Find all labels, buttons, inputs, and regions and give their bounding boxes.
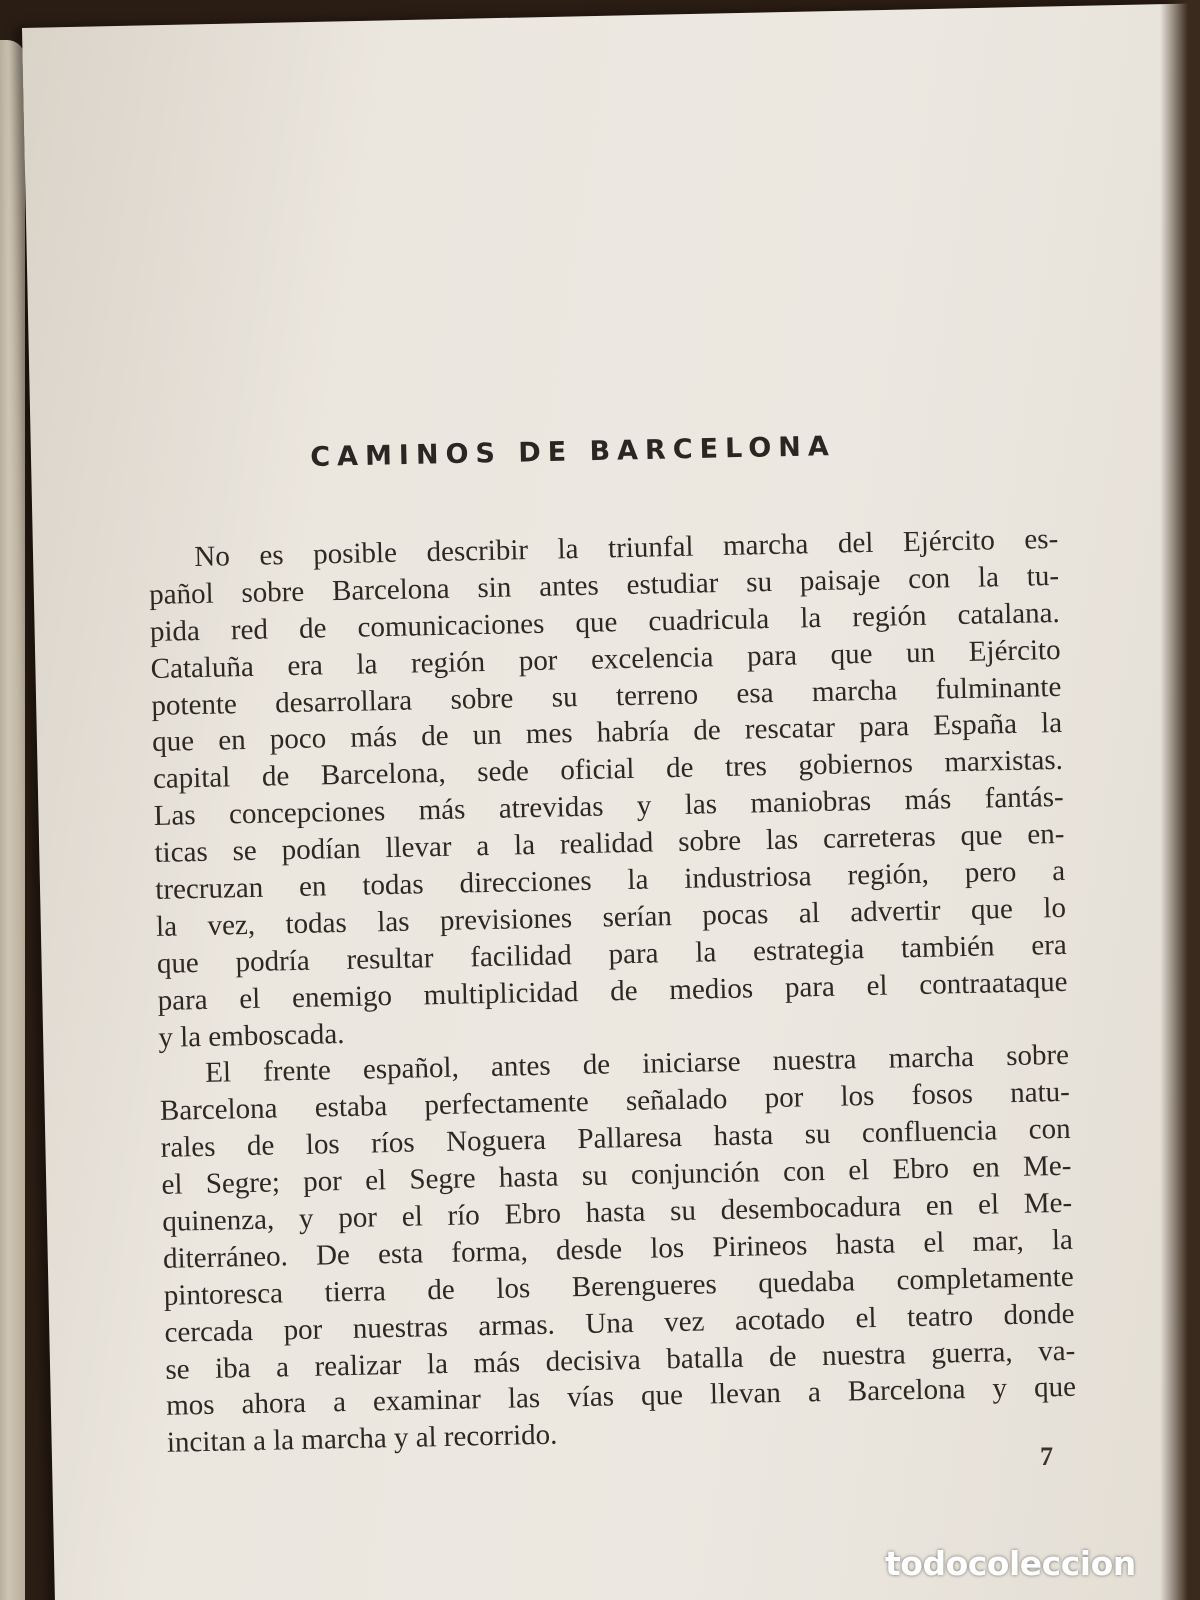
text-line: incitan a la marcha y al recorrido. <box>166 1419 558 1460</box>
paragraph-1 <box>148 521 1069 1056</box>
text-line: pintoresca tierra de los Berengueres quedaba completamente <box>163 1260 1074 1312</box>
text-line: diterráneo. De esta forma, desde los Pirineos hasta el mar, la <box>162 1223 1074 1275</box>
text-line: pida red de comunicaciones que cuadricula la región catalana. <box>149 596 1061 648</box>
text-line: Barcelona estaba perfectamente señalado por los fosos natu- <box>159 1076 1071 1128</box>
text-line: pañol sobre Barcelona sin antes estudiar su paisaje con la tu- <box>148 559 1060 611</box>
chapter-title: CAMINOS DE BARCELONA <box>310 430 837 473</box>
text-line: Cataluña era la región por excelencia para que un Ejército <box>150 633 1061 685</box>
text-line: la vez, todas las previsiones serían pocas al advertir que lo <box>155 891 1067 943</box>
text-line: potente desarrollara sobre su terreno esa marcha fulminante <box>151 670 1062 722</box>
text-line: El frente español, antes de iniciarse nuestra marcha sobre <box>204 1039 1070 1090</box>
text-line: se iba a realizar la más decisiva batalla de nuestra guerra, va- <box>165 1334 1076 1386</box>
text-line: el Segre; por el Segre hasta su conjunción con el Ebro en Me- <box>161 1149 1072 1201</box>
page-shadow-edge <box>1160 0 1200 1600</box>
text-line: para el enemigo multiplicidad de medios para el contraataque <box>157 965 1068 1017</box>
facing-page-edge <box>0 40 25 1600</box>
text-line: Las concepciones más atrevidas y las maniobras más fantás- <box>153 781 1064 833</box>
text-line: y la emboscada. <box>158 1017 345 1054</box>
text-line: ticas se podían llevar a la realidad sobre las carreteras que en- <box>154 818 1065 870</box>
text-line: que podría resultar facilidad para la estrategia también era <box>156 928 1068 980</box>
text-line: mos ahora a examinar las vías que llevan a Barcelona y que <box>165 1371 1077 1423</box>
text-line: trecruzan en todas direcciones la industriosa región, pero a <box>154 854 1066 906</box>
text-line: No es posible describir la triunfal marcha del Ejército es- <box>194 522 1059 574</box>
paragraph-2 <box>159 1037 1077 1462</box>
text-line: capital de Barcelona, sede oficial de tres gobiernos marxistas. <box>152 744 1064 796</box>
body-text <box>148 521 1077 1462</box>
text-line: que en poco más de un mes habría de rescatar para España la <box>151 707 1063 759</box>
text-line: rales de los ríos Noguera Pallaresa hasta su confluencia con <box>160 1113 1071 1165</box>
page-number: 7 <box>1040 1442 1053 1471</box>
text-line: cercada por nuestras armas. Una vez acotado el teatro donde <box>164 1297 1075 1349</box>
text-line: quinenza, y por el río Ebro hasta su desembocadura en el Me- <box>161 1186 1073 1238</box>
watermark-logo: todocoleccion <box>885 1544 1136 1583</box>
